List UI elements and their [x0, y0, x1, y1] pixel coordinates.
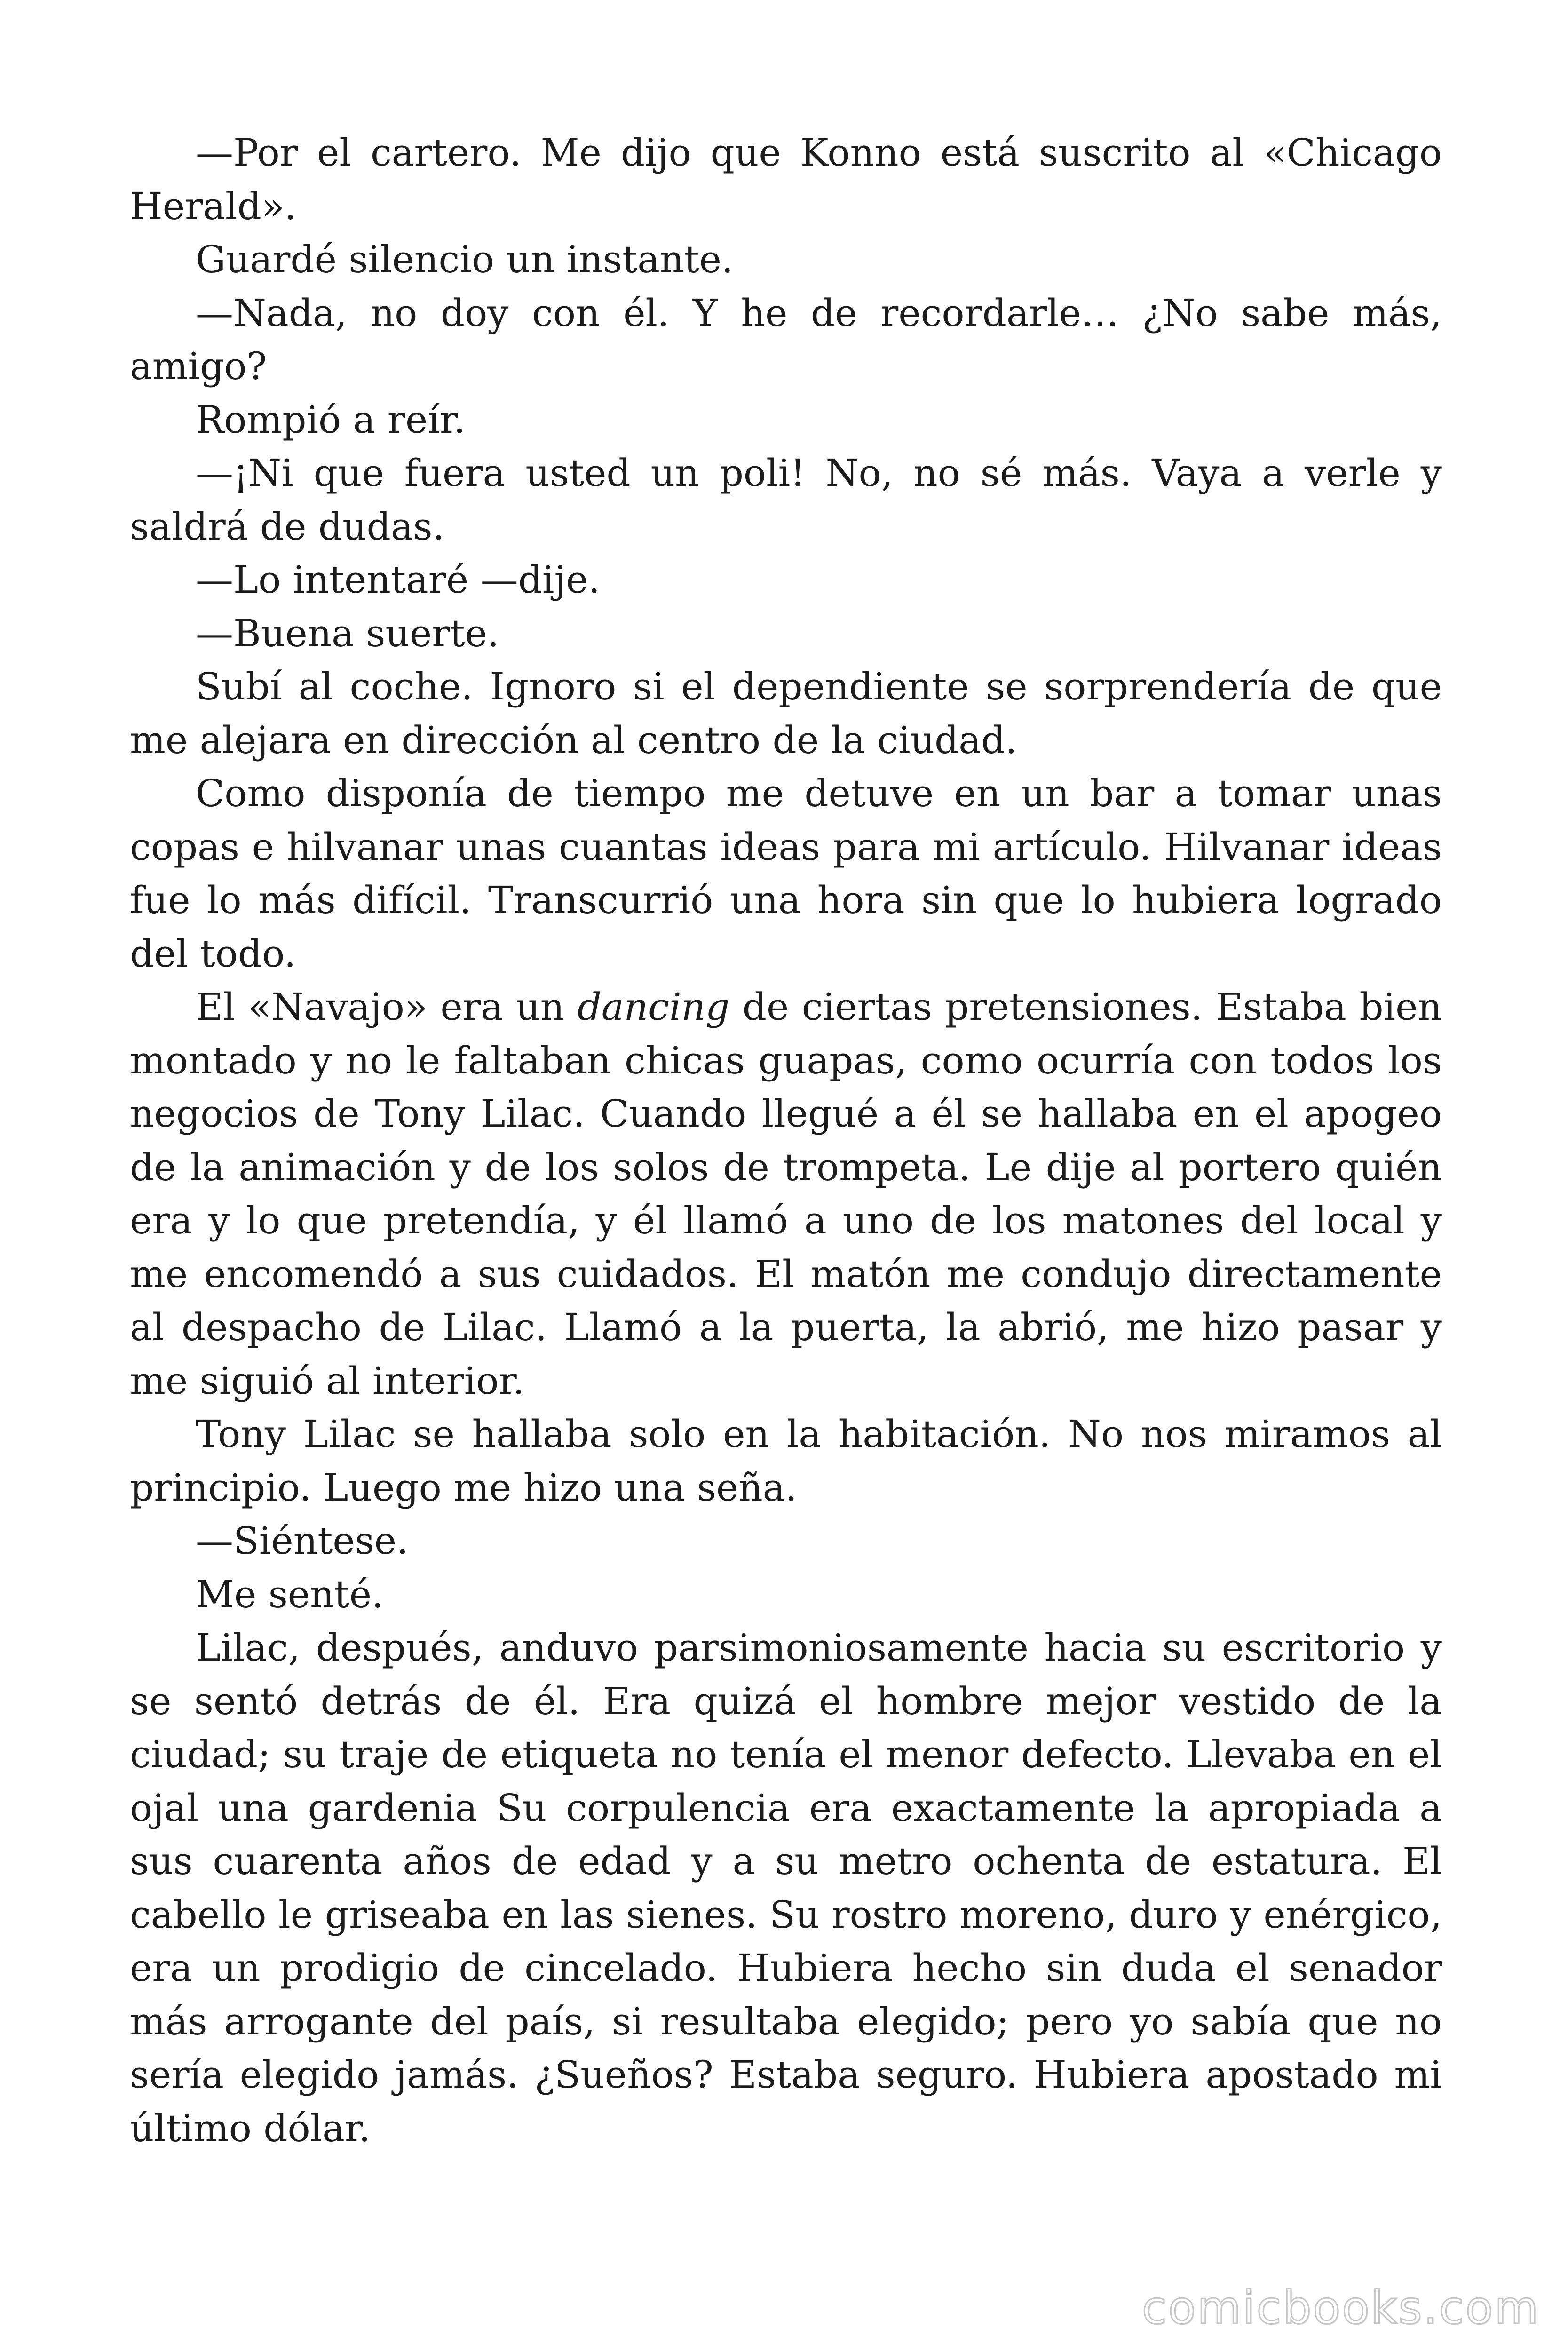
- paragraph-4: Rompió a reír.: [196, 397, 466, 442]
- paragraph-12: —Siéntese.: [196, 1519, 409, 1563]
- paragraph-10-end: de ciertas pretensiones. Estaba bien montado y no le faltaban chicas guapas, como ocurría con todos los negocios de Tony Lilac. Cuando llegué a él se hallaba en el apogeo de la animación y de los solos de trompeta. Le dije al portero quién era y lo que pretendía, y él llamó a uno de los matones del local y me encomendó a sus cuidados. El matón me condujo directamente al despacho de Lilac. Llamó a la puerta, la abrió, me hizo pasar y me siguió al interior.: [130, 985, 1442, 1403]
- paragraph-2: Guardé silencio un instante.: [196, 238, 734, 281]
- paragraph-8: Subí al coche. Ignoro si el dependiente se sorprendería de que me alejara en dirección al centro de la ciudad.: [130, 665, 1442, 762]
- paragraph-10-start: El «Navajo» era un: [196, 985, 578, 1029]
- paragraph-1: —Por el cartero. Me dijo que Konno está suscrito al «Chicago Herald».: [130, 131, 1442, 228]
- paragraph-11: Tony Lilac se hallaba solo en la habitación. No nos miramos al principio. Luego me hizo una seña.: [130, 1412, 1442, 1510]
- italic-word-dancing: dancing: [577, 985, 730, 1029]
- paragraph-5: —¡Ni que fuera usted un poli! No, no sé más. Vaya a verle y saldrá de dudas.: [130, 451, 1442, 548]
- paragraph-7: —Buena suerte.: [196, 611, 499, 655]
- paragraph-3: —Nada, no doy con él. Y he de recordarle… ¿No sabe más, amigo?: [130, 291, 1442, 388]
- paragraph-6: —Lo intentaré —dije.: [196, 558, 601, 602]
- paragraph-9: Como disponía de tiempo me detuve en un bar a tomar unas copas e hilvanar unas cuantas ideas para mi artículo. Hilvanar ideas fue lo más difícil. Transcurrió una hora sin que lo hubiera logrado del todo.: [130, 771, 1442, 976]
- paragraph-13: Me senté.: [196, 1572, 384, 1616]
- paragraph-10: [130, 980, 1442, 1407]
- paragraph-14: Lilac, después, anduvo parsimoniosamente hacia su escritorio y se sentó detrás de él. Era quizá el hombre mejor vestido de la ciudad; su traje de etiqueta no tenía el menor defecto. Llevaba en el ojal una gardenia Su corpulencia era exactamente la apropiada a sus cuarenta años de edad y a su metro ochenta de estatura. El cabello le griseaba en las sienes. Su rostro moreno, duro y enérgico, era un prodigio de cincelado. Hubiera hecho sin duda el senador más arrogante del país, si resultaba elegido; pero yo sabía que no sería elegido jamás. ¿Sueños? Estaba seguro. Hubiera apostado mi último dólar.: [130, 1626, 1442, 2150]
- watermark-logo: comicbooks.com: [1141, 2281, 1540, 2334]
- body-text: [130, 126, 1442, 2155]
